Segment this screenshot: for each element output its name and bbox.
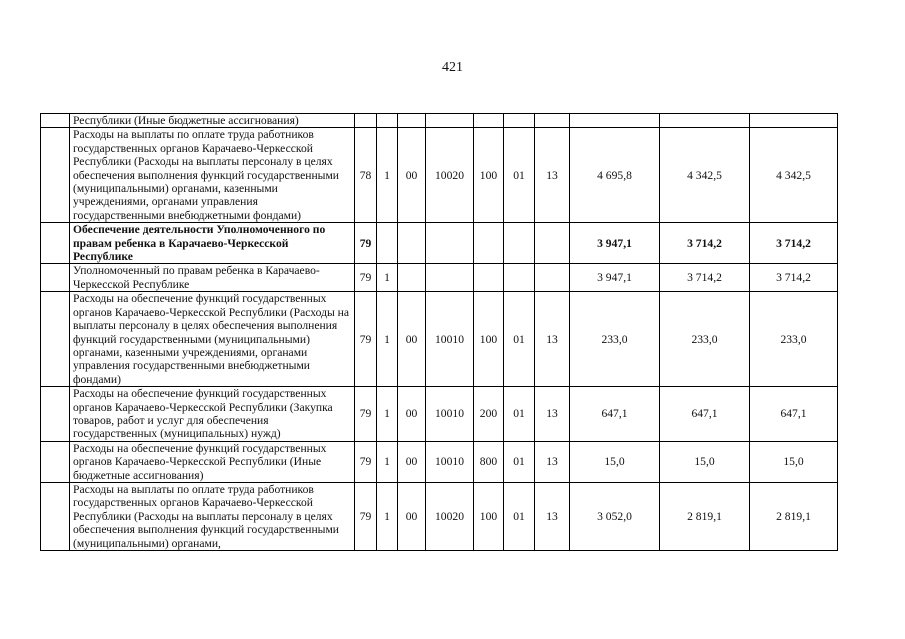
section-cell (504, 264, 535, 292)
table-row (41, 114, 838, 128)
program-code-cell (377, 223, 398, 264)
table-row (41, 441, 838, 482)
direction-code-cell: 10010 (426, 387, 474, 442)
subprogram-code-cell: 00 (398, 128, 426, 223)
budget-table (40, 113, 838, 551)
section-cell: 01 (504, 128, 535, 223)
amount-year1-cell: 4 695,8 (570, 128, 660, 223)
subsection-cell: 13 (535, 292, 570, 387)
amount-year1-cell: 15,0 (570, 441, 660, 482)
amount-year3-cell: 233,0 (750, 292, 838, 387)
item-name-cell: Расходы на обеспечение функций государственных органов Карачаево-Черкесской Республики (Закупка товаров, работ и услуг для обеспечения государственных (муниципальных) нужд) (70, 387, 355, 442)
program-code-cell: 1 (377, 128, 398, 223)
program-code-cell (377, 114, 398, 128)
subsection-cell: 13 (535, 128, 570, 223)
amount-year2-cell: 4 342,5 (660, 128, 750, 223)
table-row (41, 387, 838, 442)
subsection-cell: 13 (535, 482, 570, 550)
amount-year2-cell: 647,1 (660, 387, 750, 442)
section-cell (504, 223, 535, 264)
section-cell: 01 (504, 482, 535, 550)
amount-year3-cell: 3 714,2 (750, 223, 838, 264)
subprogram-code-cell: 00 (398, 482, 426, 550)
row-number-cell (41, 223, 70, 264)
row-number-cell (41, 441, 70, 482)
program-code-cell: 1 (377, 482, 398, 550)
subprogram-code-cell: 00 (398, 387, 426, 442)
row-number-cell (41, 292, 70, 387)
expense-type-cell: 200 (474, 387, 504, 442)
subsection-cell: 13 (535, 387, 570, 442)
subprogram-code-cell (398, 114, 426, 128)
table-row (41, 128, 838, 223)
admin-code-cell (355, 114, 377, 128)
admin-code-cell: 79 (355, 482, 377, 550)
direction-code-cell: 10020 (426, 128, 474, 223)
program-code-cell: 1 (377, 264, 398, 292)
section-cell: 01 (504, 292, 535, 387)
program-code-cell: 1 (377, 387, 398, 442)
direction-code-cell: 10020 (426, 482, 474, 550)
item-name-cell: Расходы на выплаты по оплате труда работников государственных органов Карачаево-Черкесской Республики (Расходы на выплаты персоналу в целях обеспечения выполнения функций государственными (муниципальными) органами, (70, 482, 355, 550)
row-number-cell (41, 128, 70, 223)
subprogram-code-cell: 00 (398, 292, 426, 387)
row-number-cell (41, 482, 70, 550)
admin-code-cell: 79 (355, 441, 377, 482)
program-code-cell: 1 (377, 292, 398, 387)
table-row (41, 482, 838, 550)
subsection-cell (535, 114, 570, 128)
direction-code-cell: 10010 (426, 292, 474, 387)
admin-code-cell: 79 (355, 292, 377, 387)
amount-year2-cell (660, 114, 750, 128)
admin-code-cell: 79 (355, 223, 377, 264)
amount-year1-cell (570, 114, 660, 128)
amount-year3-cell: 15,0 (750, 441, 838, 482)
amount-year1-cell: 3 052,0 (570, 482, 660, 550)
table-row (41, 292, 838, 387)
expense-type-cell: 100 (474, 292, 504, 387)
amount-year2-cell: 15,0 (660, 441, 750, 482)
item-name-cell: Уполномоченный по правам ребенка в Карачаево-Черкесской Республике (70, 264, 355, 292)
amount-year3-cell: 2 819,1 (750, 482, 838, 550)
amount-year1-cell: 647,1 (570, 387, 660, 442)
section-cell (504, 114, 535, 128)
section-cell: 01 (504, 441, 535, 482)
subprogram-code-cell: 00 (398, 441, 426, 482)
amount-year2-cell: 2 819,1 (660, 482, 750, 550)
direction-code-cell (426, 223, 474, 264)
amount-year3-cell: 3 714,2 (750, 264, 838, 292)
amount-year2-cell: 3 714,2 (660, 223, 750, 264)
row-number-cell (41, 114, 70, 128)
amount-year3-cell: 4 342,5 (750, 128, 838, 223)
amount-year2-cell: 3 714,2 (660, 264, 750, 292)
section-cell: 01 (504, 387, 535, 442)
item-name-cell: Расходы на обеспечение функций государственных органов Карачаево-Черкесской Республики (Иные бюджетные ассигнования) (70, 441, 355, 482)
expense-type-cell (474, 264, 504, 292)
admin-code-cell: 79 (355, 264, 377, 292)
amount-year2-cell: 233,0 (660, 292, 750, 387)
amount-year1-cell: 3 947,1 (570, 264, 660, 292)
table-row (41, 264, 838, 292)
item-name-cell: Обеспечение деятельности Уполномоченного по правам ребенка в Карачаево-Черкесской Республике (70, 223, 355, 264)
subsection-cell: 13 (535, 441, 570, 482)
subsection-cell (535, 264, 570, 292)
admin-code-cell: 79 (355, 387, 377, 442)
amount-year1-cell: 233,0 (570, 292, 660, 387)
subprogram-code-cell (398, 223, 426, 264)
amount-year3-cell: 647,1 (750, 387, 838, 442)
item-name-cell: Расходы на обеспечение функций государственных органов Карачаево-Черкесской Республики (Расходы на выплаты персоналу в целях обеспечения выполнения функций государственными (муниципальными) органами, казенными учреждениями, органами управления государственными внебюджетными фондами) (70, 292, 355, 387)
expense-type-cell: 100 (474, 128, 504, 223)
item-name-cell: Расходы на выплаты по оплате труда работников государственных органов Карачаево-Черкесской Республики (Расходы на выплаты персоналу в целях обеспечения выполнения функций государственными (муниципальными) органами, казенными учреждениями, органами управления государственными внебюджетными фондами) (70, 128, 355, 223)
direction-code-cell (426, 114, 474, 128)
table-row (41, 223, 838, 264)
amount-year3-cell (750, 114, 838, 128)
program-code-cell: 1 (377, 441, 398, 482)
expense-type-cell: 100 (474, 482, 504, 550)
admin-code-cell: 78 (355, 128, 377, 223)
page-number: 421 (442, 60, 463, 75)
item-name-cell: Республики (Иные бюджетные ассигнования) (70, 114, 355, 128)
expense-type-cell: 800 (474, 441, 504, 482)
expense-type-cell (474, 223, 504, 264)
row-number-cell (41, 387, 70, 442)
amount-year1-cell: 3 947,1 (570, 223, 660, 264)
row-number-cell (41, 264, 70, 292)
table-body (41, 114, 838, 551)
subsection-cell (535, 223, 570, 264)
subprogram-code-cell (398, 264, 426, 292)
direction-code-cell: 10010 (426, 441, 474, 482)
expense-type-cell (474, 114, 504, 128)
direction-code-cell (426, 264, 474, 292)
